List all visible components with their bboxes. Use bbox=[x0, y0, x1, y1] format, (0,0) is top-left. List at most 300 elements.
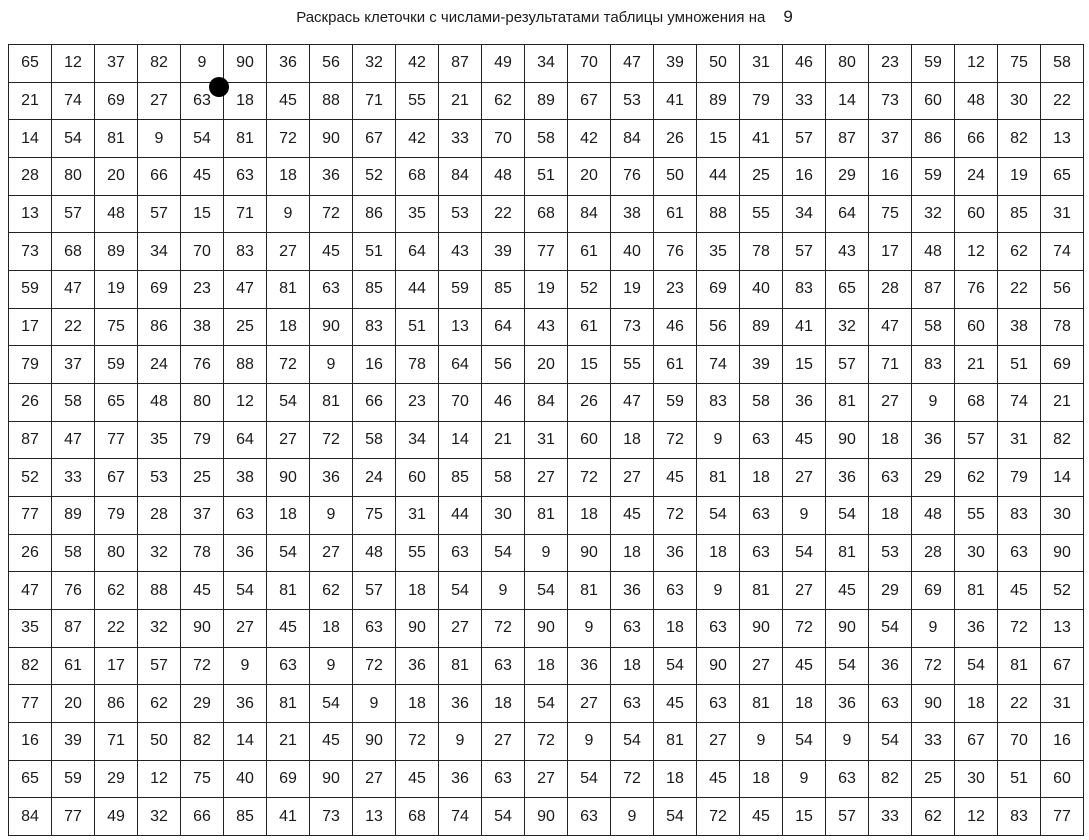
grid-cell[interactable]: 90 bbox=[525, 798, 568, 836]
grid-cell[interactable]: 55 bbox=[740, 196, 783, 234]
grid-cell[interactable]: 65 bbox=[95, 384, 138, 422]
grid-cell[interactable]: 43 bbox=[525, 309, 568, 347]
grid-cell[interactable]: 47 bbox=[869, 309, 912, 347]
grid-cell[interactable]: 36 bbox=[869, 648, 912, 686]
grid-cell[interactable]: 61 bbox=[568, 309, 611, 347]
grid-cell[interactable]: 45 bbox=[181, 158, 224, 196]
grid-cell[interactable]: 72 bbox=[654, 497, 697, 535]
grid-cell[interactable]: 72 bbox=[568, 459, 611, 497]
grid-cell[interactable]: 27 bbox=[267, 233, 310, 271]
grid-cell[interactable]: 47 bbox=[52, 422, 95, 460]
grid-cell[interactable]: 47 bbox=[9, 572, 52, 610]
grid-cell[interactable]: 90 bbox=[310, 761, 353, 799]
grid-cell[interactable]: 90 bbox=[181, 610, 224, 648]
grid-cell[interactable]: 9 bbox=[783, 761, 826, 799]
grid-cell[interactable]: 63 bbox=[826, 761, 869, 799]
grid-cell[interactable]: 36 bbox=[439, 685, 482, 723]
grid-cell[interactable]: 72 bbox=[482, 610, 525, 648]
grid-cell[interactable]: 45 bbox=[654, 459, 697, 497]
grid-cell[interactable]: 85 bbox=[224, 798, 267, 836]
grid-cell[interactable]: 90 bbox=[525, 610, 568, 648]
grid-cell[interactable]: 51 bbox=[998, 346, 1041, 384]
grid-cell[interactable]: 87 bbox=[52, 610, 95, 648]
grid-cell[interactable]: 27 bbox=[525, 761, 568, 799]
grid-cell[interactable]: 33 bbox=[912, 723, 955, 761]
grid-cell[interactable]: 18 bbox=[224, 83, 267, 121]
grid-cell[interactable]: 36 bbox=[654, 535, 697, 573]
grid-cell[interactable]: 27 bbox=[869, 384, 912, 422]
grid-cell[interactable]: 84 bbox=[439, 158, 482, 196]
grid-cell[interactable]: 20 bbox=[95, 158, 138, 196]
grid-cell[interactable]: 19 bbox=[611, 271, 654, 309]
grid-cell[interactable]: 24 bbox=[138, 346, 181, 384]
grid-cell[interactable]: 69 bbox=[138, 271, 181, 309]
grid-cell[interactable]: 67 bbox=[95, 459, 138, 497]
grid-cell[interactable]: 54 bbox=[224, 572, 267, 610]
grid-cell[interactable]: 18 bbox=[568, 497, 611, 535]
grid-cell[interactable]: 35 bbox=[396, 196, 439, 234]
grid-cell[interactable]: 35 bbox=[697, 233, 740, 271]
grid-cell[interactable]: 9 bbox=[353, 685, 396, 723]
grid-cell[interactable]: 68 bbox=[52, 233, 95, 271]
grid-cell[interactable]: 54 bbox=[611, 723, 654, 761]
grid-cell[interactable]: 75 bbox=[181, 761, 224, 799]
grid-cell[interactable]: 59 bbox=[912, 158, 955, 196]
grid-cell[interactable]: 50 bbox=[697, 45, 740, 83]
grid-cell[interactable]: 50 bbox=[138, 723, 181, 761]
grid-cell[interactable]: 58 bbox=[482, 459, 525, 497]
grid-cell[interactable]: 57 bbox=[353, 572, 396, 610]
grid-cell[interactable]: 72 bbox=[998, 610, 1041, 648]
grid-cell[interactable]: 31 bbox=[1041, 196, 1084, 234]
grid-cell[interactable]: 16 bbox=[353, 346, 396, 384]
grid-cell[interactable]: 81 bbox=[740, 685, 783, 723]
grid-cell[interactable]: 31 bbox=[525, 422, 568, 460]
grid-cell[interactable]: 90 bbox=[310, 309, 353, 347]
grid-cell[interactable]: 18 bbox=[654, 761, 697, 799]
grid-cell[interactable]: 48 bbox=[95, 196, 138, 234]
grid-cell[interactable]: 29 bbox=[826, 158, 869, 196]
grid-cell[interactable]: 13 bbox=[1041, 120, 1084, 158]
grid-cell[interactable]: 79 bbox=[181, 422, 224, 460]
grid-cell[interactable]: 31 bbox=[998, 422, 1041, 460]
grid-cell[interactable]: 80 bbox=[95, 535, 138, 573]
grid-cell[interactable]: 30 bbox=[998, 83, 1041, 121]
grid-cell[interactable]: 31 bbox=[396, 497, 439, 535]
grid-cell[interactable]: 77 bbox=[1041, 798, 1084, 836]
grid-cell[interactable]: 55 bbox=[611, 346, 654, 384]
grid-cell[interactable]: 18 bbox=[697, 535, 740, 573]
grid-cell[interactable]: 61 bbox=[568, 233, 611, 271]
grid-cell[interactable]: 75 bbox=[95, 309, 138, 347]
grid-cell[interactable]: 13 bbox=[1041, 610, 1084, 648]
grid-cell[interactable]: 70 bbox=[568, 45, 611, 83]
grid-cell[interactable]: 18 bbox=[267, 309, 310, 347]
grid-cell[interactable]: 77 bbox=[95, 422, 138, 460]
grid-cell[interactable]: 19 bbox=[998, 158, 1041, 196]
grid-cell[interactable]: 67 bbox=[353, 120, 396, 158]
grid-cell[interactable]: 61 bbox=[654, 346, 697, 384]
grid-cell[interactable]: 70 bbox=[181, 233, 224, 271]
grid-cell[interactable]: 81 bbox=[310, 384, 353, 422]
grid-cell[interactable]: 27 bbox=[783, 459, 826, 497]
grid-cell[interactable]: 54 bbox=[869, 723, 912, 761]
grid-cell[interactable]: 13 bbox=[439, 309, 482, 347]
grid-cell[interactable]: 23 bbox=[869, 45, 912, 83]
grid-cell[interactable]: 90 bbox=[740, 610, 783, 648]
grid-cell[interactable]: 47 bbox=[224, 271, 267, 309]
grid-cell[interactable]: 83 bbox=[353, 309, 396, 347]
grid-cell[interactable]: 18 bbox=[611, 535, 654, 573]
grid-cell[interactable]: 26 bbox=[9, 384, 52, 422]
grid-cell[interactable]: 30 bbox=[1041, 497, 1084, 535]
grid-cell[interactable]: 41 bbox=[267, 798, 310, 836]
grid-cell[interactable]: 15 bbox=[783, 346, 826, 384]
grid-cell[interactable]: 65 bbox=[9, 45, 52, 83]
grid-cell[interactable]: 36 bbox=[826, 459, 869, 497]
grid-cell[interactable]: 32 bbox=[138, 610, 181, 648]
grid-cell[interactable]: 21 bbox=[9, 83, 52, 121]
grid-cell[interactable]: 59 bbox=[912, 45, 955, 83]
grid-cell[interactable]: 16 bbox=[783, 158, 826, 196]
grid-cell[interactable]: 73 bbox=[611, 309, 654, 347]
grid-cell[interactable]: 69 bbox=[912, 572, 955, 610]
grid-cell[interactable]: 31 bbox=[1041, 685, 1084, 723]
grid-cell[interactable]: 27 bbox=[740, 648, 783, 686]
grid-cell[interactable]: 54 bbox=[267, 384, 310, 422]
grid-cell[interactable]: 63 bbox=[869, 685, 912, 723]
grid-cell[interactable]: 27 bbox=[138, 83, 181, 121]
grid-cell[interactable]: 16 bbox=[9, 723, 52, 761]
grid-cell[interactable]: 73 bbox=[869, 83, 912, 121]
grid-cell[interactable]: 62 bbox=[912, 798, 955, 836]
grid-cell[interactable]: 37 bbox=[869, 120, 912, 158]
grid-cell[interactable]: 55 bbox=[396, 83, 439, 121]
grid-cell[interactable]: 64 bbox=[482, 309, 525, 347]
grid-cell[interactable]: 63 bbox=[611, 610, 654, 648]
grid-cell[interactable]: 39 bbox=[52, 723, 95, 761]
grid-cell[interactable]: 43 bbox=[826, 233, 869, 271]
grid-cell[interactable]: 84 bbox=[568, 196, 611, 234]
grid-cell[interactable]: 89 bbox=[740, 309, 783, 347]
grid-cell[interactable]: 45 bbox=[826, 572, 869, 610]
grid-cell[interactable]: 80 bbox=[826, 45, 869, 83]
grid-cell[interactable]: 63 bbox=[482, 761, 525, 799]
grid-cell[interactable]: 40 bbox=[740, 271, 783, 309]
grid-cell[interactable]: 69 bbox=[1041, 346, 1084, 384]
grid-cell[interactable]: 29 bbox=[912, 459, 955, 497]
grid-cell[interactable]: 47 bbox=[611, 45, 654, 83]
grid-cell[interactable]: 26 bbox=[9, 535, 52, 573]
grid-cell[interactable]: 78 bbox=[181, 535, 224, 573]
grid-cell[interactable]: 88 bbox=[138, 572, 181, 610]
grid-cell[interactable]: 27 bbox=[310, 535, 353, 573]
grid-cell[interactable]: 54 bbox=[267, 535, 310, 573]
grid-cell[interactable]: 86 bbox=[95, 685, 138, 723]
grid-cell[interactable]: 9 bbox=[783, 497, 826, 535]
grid-cell[interactable]: 54 bbox=[525, 572, 568, 610]
grid-cell[interactable]: 45 bbox=[783, 422, 826, 460]
grid-cell[interactable]: 81 bbox=[267, 572, 310, 610]
grid-cell[interactable]: 18 bbox=[396, 685, 439, 723]
grid-cell[interactable]: 86 bbox=[138, 309, 181, 347]
grid-cell[interactable]: 29 bbox=[95, 761, 138, 799]
grid-cell[interactable]: 18 bbox=[482, 685, 525, 723]
grid-cell[interactable]: 52 bbox=[9, 459, 52, 497]
grid-cell[interactable]: 36 bbox=[439, 761, 482, 799]
grid-cell[interactable]: 72 bbox=[267, 120, 310, 158]
grid-cell[interactable]: 52 bbox=[568, 271, 611, 309]
grid-cell[interactable]: 50 bbox=[654, 158, 697, 196]
grid-cell[interactable]: 9 bbox=[310, 346, 353, 384]
grid-cell[interactable]: 29 bbox=[869, 572, 912, 610]
grid-cell[interactable]: 83 bbox=[697, 384, 740, 422]
grid-cell[interactable]: 90 bbox=[1041, 535, 1084, 573]
grid-cell[interactable]: 66 bbox=[138, 158, 181, 196]
grid-cell[interactable]: 58 bbox=[353, 422, 396, 460]
grid-cell[interactable]: 87 bbox=[912, 271, 955, 309]
grid-cell[interactable]: 14 bbox=[439, 422, 482, 460]
grid-cell[interactable]: 19 bbox=[525, 271, 568, 309]
grid-cell[interactable]: 45 bbox=[267, 83, 310, 121]
grid-cell[interactable]: 30 bbox=[482, 497, 525, 535]
grid-cell[interactable]: 28 bbox=[9, 158, 52, 196]
grid-cell[interactable]: 54 bbox=[654, 648, 697, 686]
grid-cell[interactable]: 77 bbox=[9, 685, 52, 723]
grid-cell[interactable]: 18 bbox=[869, 422, 912, 460]
grid-cell[interactable]: 79 bbox=[95, 497, 138, 535]
grid-cell[interactable]: 65 bbox=[826, 271, 869, 309]
grid-cell[interactable]: 36 bbox=[611, 572, 654, 610]
grid-cell[interactable]: 78 bbox=[740, 233, 783, 271]
grid-cell[interactable]: 54 bbox=[482, 535, 525, 573]
grid-cell[interactable]: 22 bbox=[998, 685, 1041, 723]
grid-cell[interactable]: 72 bbox=[310, 196, 353, 234]
grid-cell[interactable]: 17 bbox=[9, 309, 52, 347]
grid-cell[interactable]: 58 bbox=[912, 309, 955, 347]
grid-cell[interactable]: 62 bbox=[95, 572, 138, 610]
grid-cell[interactable]: 76 bbox=[181, 346, 224, 384]
grid-cell[interactable]: 45 bbox=[783, 648, 826, 686]
grid-cell[interactable]: 18 bbox=[955, 685, 998, 723]
grid-cell[interactable]: 75 bbox=[353, 497, 396, 535]
grid-cell[interactable]: 20 bbox=[525, 346, 568, 384]
grid-cell[interactable]: 23 bbox=[396, 384, 439, 422]
grid-cell[interactable]: 18 bbox=[740, 761, 783, 799]
grid-cell[interactable]: 18 bbox=[654, 610, 697, 648]
grid-cell[interactable]: 58 bbox=[525, 120, 568, 158]
grid-cell[interactable]: 9 bbox=[826, 723, 869, 761]
grid-cell[interactable]: 48 bbox=[138, 384, 181, 422]
grid-cell[interactable]: 67 bbox=[1041, 648, 1084, 686]
grid-cell[interactable]: 14 bbox=[9, 120, 52, 158]
grid-cell[interactable]: 21 bbox=[955, 346, 998, 384]
grid-cell[interactable]: 63 bbox=[181, 83, 224, 121]
grid-cell[interactable]: 57 bbox=[138, 648, 181, 686]
grid-cell[interactable]: 18 bbox=[869, 497, 912, 535]
grid-cell[interactable]: 51 bbox=[998, 761, 1041, 799]
grid-cell[interactable]: 85 bbox=[482, 271, 525, 309]
grid-cell[interactable]: 49 bbox=[482, 45, 525, 83]
grid-cell[interactable]: 82 bbox=[869, 761, 912, 799]
grid-cell[interactable]: 30 bbox=[955, 761, 998, 799]
grid-cell[interactable]: 48 bbox=[912, 233, 955, 271]
grid-cell[interactable]: 63 bbox=[439, 535, 482, 573]
grid-cell[interactable]: 21 bbox=[1041, 384, 1084, 422]
grid-cell[interactable]: 90 bbox=[224, 45, 267, 83]
grid-cell[interactable]: 59 bbox=[654, 384, 697, 422]
grid-cell[interactable]: 44 bbox=[697, 158, 740, 196]
grid-cell[interactable]: 45 bbox=[310, 233, 353, 271]
grid-cell[interactable]: 72 bbox=[353, 648, 396, 686]
grid-cell[interactable]: 68 bbox=[955, 384, 998, 422]
grid-cell[interactable]: 37 bbox=[181, 497, 224, 535]
grid-cell[interactable]: 63 bbox=[869, 459, 912, 497]
grid-cell[interactable]: 83 bbox=[998, 497, 1041, 535]
grid-cell[interactable]: 63 bbox=[998, 535, 1041, 573]
grid-cell[interactable]: 47 bbox=[52, 271, 95, 309]
grid-cell[interactable]: 54 bbox=[697, 497, 740, 535]
grid-cell[interactable]: 64 bbox=[826, 196, 869, 234]
grid-cell[interactable]: 82 bbox=[181, 723, 224, 761]
grid-cell[interactable]: 76 bbox=[52, 572, 95, 610]
grid-cell[interactable]: 89 bbox=[525, 83, 568, 121]
grid-cell[interactable]: 89 bbox=[52, 497, 95, 535]
grid-cell[interactable]: 85 bbox=[439, 459, 482, 497]
grid-cell[interactable]: 27 bbox=[482, 723, 525, 761]
grid-cell[interactable]: 27 bbox=[439, 610, 482, 648]
grid-cell[interactable]: 60 bbox=[568, 422, 611, 460]
grid-cell[interactable]: 9 bbox=[611, 798, 654, 836]
grid-cell[interactable]: 69 bbox=[95, 83, 138, 121]
grid-cell[interactable]: 80 bbox=[181, 384, 224, 422]
grid-cell[interactable]: 54 bbox=[52, 120, 95, 158]
grid-cell[interactable]: 36 bbox=[783, 384, 826, 422]
grid-cell[interactable]: 12 bbox=[955, 798, 998, 836]
grid-cell[interactable]: 45 bbox=[310, 723, 353, 761]
grid-cell[interactable]: 25 bbox=[181, 459, 224, 497]
grid-cell[interactable]: 63 bbox=[568, 798, 611, 836]
grid-cell[interactable]: 12 bbox=[138, 761, 181, 799]
grid-cell[interactable]: 66 bbox=[353, 384, 396, 422]
grid-cell[interactable]: 81 bbox=[654, 723, 697, 761]
grid-cell[interactable]: 90 bbox=[826, 610, 869, 648]
grid-cell[interactable]: 25 bbox=[740, 158, 783, 196]
grid-cell[interactable]: 81 bbox=[95, 120, 138, 158]
grid-cell[interactable]: 65 bbox=[9, 761, 52, 799]
grid-cell[interactable]: 9 bbox=[181, 45, 224, 83]
grid-cell[interactable]: 81 bbox=[955, 572, 998, 610]
grid-cell[interactable]: 72 bbox=[525, 723, 568, 761]
grid-cell[interactable]: 32 bbox=[912, 196, 955, 234]
grid-cell[interactable]: 63 bbox=[353, 610, 396, 648]
grid-cell[interactable]: 9 bbox=[267, 196, 310, 234]
grid-cell[interactable]: 66 bbox=[955, 120, 998, 158]
grid-cell[interactable]: 87 bbox=[439, 45, 482, 83]
grid-cell[interactable]: 36 bbox=[396, 648, 439, 686]
grid-cell[interactable]: 36 bbox=[955, 610, 998, 648]
grid-cell[interactable]: 72 bbox=[611, 761, 654, 799]
grid-cell[interactable]: 81 bbox=[826, 535, 869, 573]
grid-cell[interactable]: 45 bbox=[740, 798, 783, 836]
grid-cell[interactable]: 36 bbox=[310, 158, 353, 196]
grid-cell[interactable]: 39 bbox=[740, 346, 783, 384]
grid-cell[interactable]: 54 bbox=[826, 497, 869, 535]
grid-cell[interactable]: 21 bbox=[267, 723, 310, 761]
grid-cell[interactable]: 54 bbox=[310, 685, 353, 723]
grid-cell[interactable]: 40 bbox=[224, 761, 267, 799]
grid-cell[interactable]: 45 bbox=[267, 610, 310, 648]
grid-cell[interactable]: 34 bbox=[396, 422, 439, 460]
grid-cell[interactable]: 18 bbox=[740, 459, 783, 497]
grid-cell[interactable]: 22 bbox=[1041, 83, 1084, 121]
grid-cell[interactable]: 22 bbox=[95, 610, 138, 648]
grid-cell[interactable]: 54 bbox=[439, 572, 482, 610]
grid-cell[interactable]: 45 bbox=[697, 761, 740, 799]
grid-cell[interactable]: 88 bbox=[310, 83, 353, 121]
grid-cell[interactable]: 18 bbox=[611, 648, 654, 686]
grid-cell[interactable]: 9 bbox=[912, 610, 955, 648]
grid-cell[interactable]: 81 bbox=[224, 120, 267, 158]
grid-cell[interactable]: 14 bbox=[1041, 459, 1084, 497]
grid-cell[interactable]: 79 bbox=[998, 459, 1041, 497]
grid-cell[interactable]: 81 bbox=[568, 572, 611, 610]
grid-cell[interactable]: 48 bbox=[353, 535, 396, 573]
grid-cell[interactable]: 60 bbox=[955, 196, 998, 234]
grid-cell[interactable]: 77 bbox=[52, 798, 95, 836]
grid-cell[interactable]: 86 bbox=[353, 196, 396, 234]
grid-cell[interactable]: 79 bbox=[740, 83, 783, 121]
grid-cell[interactable]: 39 bbox=[654, 45, 697, 83]
grid-cell[interactable]: 56 bbox=[1041, 271, 1084, 309]
grid-cell[interactable]: 63 bbox=[740, 535, 783, 573]
grid-cell[interactable]: 14 bbox=[826, 83, 869, 121]
grid-cell[interactable]: 17 bbox=[95, 648, 138, 686]
grid-cell[interactable]: 77 bbox=[9, 497, 52, 535]
grid-cell[interactable]: 9 bbox=[912, 384, 955, 422]
grid-cell[interactable]: 55 bbox=[955, 497, 998, 535]
grid-cell[interactable]: 90 bbox=[353, 723, 396, 761]
grid-cell[interactable]: 13 bbox=[9, 196, 52, 234]
grid-cell[interactable]: 80 bbox=[52, 158, 95, 196]
grid-cell[interactable]: 58 bbox=[740, 384, 783, 422]
grid-cell[interactable]: 90 bbox=[396, 610, 439, 648]
grid-cell[interactable]: 70 bbox=[439, 384, 482, 422]
grid-cell[interactable]: 28 bbox=[912, 535, 955, 573]
grid-cell[interactable]: 46 bbox=[482, 384, 525, 422]
grid-cell[interactable]: 23 bbox=[654, 271, 697, 309]
grid-cell[interactable]: 53 bbox=[869, 535, 912, 573]
grid-cell[interactable]: 58 bbox=[52, 384, 95, 422]
grid-cell[interactable]: 57 bbox=[52, 196, 95, 234]
grid-cell[interactable]: 38 bbox=[611, 196, 654, 234]
grid-cell[interactable]: 51 bbox=[353, 233, 396, 271]
grid-cell[interactable]: 63 bbox=[224, 497, 267, 535]
grid-cell[interactable]: 81 bbox=[267, 271, 310, 309]
grid-cell[interactable]: 54 bbox=[783, 723, 826, 761]
grid-cell[interactable]: 63 bbox=[740, 497, 783, 535]
grid-cell[interactable]: 62 bbox=[955, 459, 998, 497]
grid-cell[interactable]: 54 bbox=[525, 685, 568, 723]
grid-cell[interactable]: 18 bbox=[267, 158, 310, 196]
grid-cell[interactable]: 57 bbox=[138, 196, 181, 234]
grid-cell[interactable]: 71 bbox=[869, 346, 912, 384]
grid-cell[interactable]: 84 bbox=[9, 798, 52, 836]
grid-cell[interactable]: 48 bbox=[912, 497, 955, 535]
grid-cell[interactable]: 74 bbox=[998, 384, 1041, 422]
grid-cell[interactable]: 53 bbox=[611, 83, 654, 121]
grid-cell[interactable]: 32 bbox=[138, 535, 181, 573]
